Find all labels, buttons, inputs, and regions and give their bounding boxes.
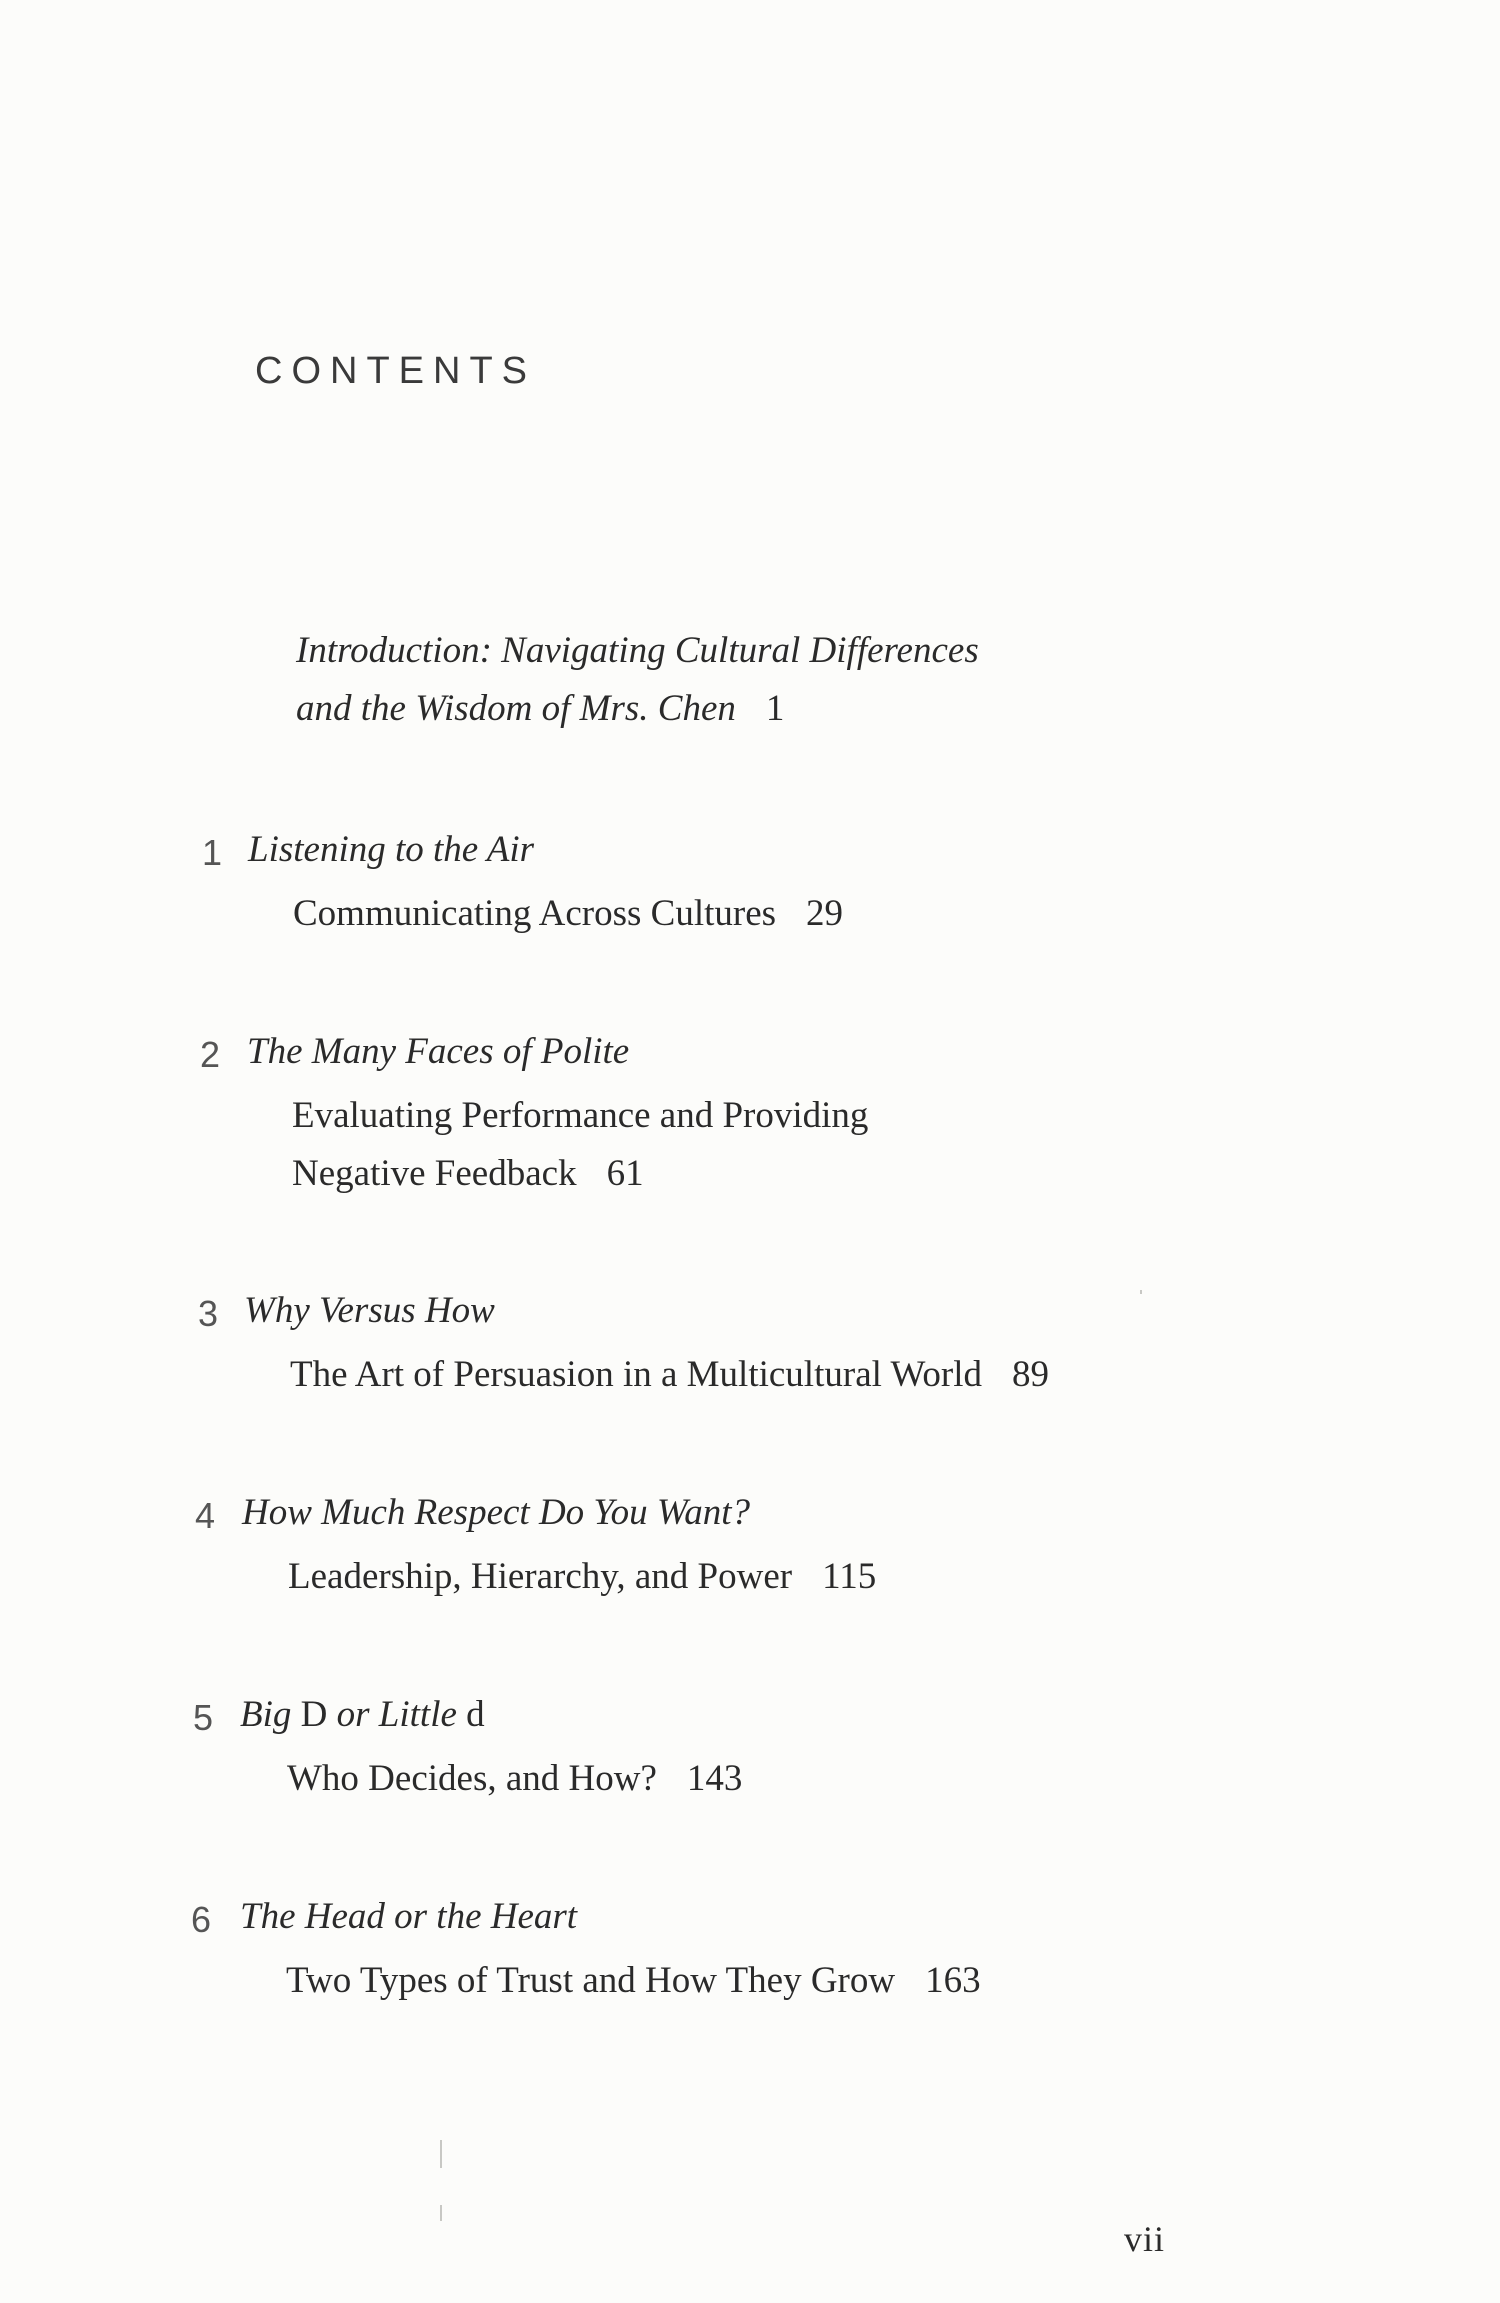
chapter-title: Why Versus How [244, 1290, 495, 1331]
chapter-title [240, 1693, 485, 1736]
chapter-title-part: d [466, 1694, 485, 1735]
chapter-page-number: 163 [925, 1960, 981, 2001]
chapter-subtitle-line: The Art of Persuasion in a Multicultural World [290, 1354, 983, 1395]
chapter-title: The Many Faces of Polite [247, 1031, 630, 1072]
chapter-subtitle [286, 1952, 981, 2010]
scan-mark [440, 2140, 442, 2168]
scan-mark [1140, 1290, 1142, 1294]
chapter-number: 4 [195, 1495, 216, 1536]
chapter-subtitle [293, 885, 843, 943]
chapter-title-part: Big [240, 1694, 301, 1735]
chapter-number: 3 [198, 1293, 219, 1334]
chapter-page-number: 115 [822, 1556, 877, 1597]
chapter-subtitle-line: Evaluating Performance and Providing [292, 1095, 869, 1136]
chapter-number: 5 [193, 1697, 214, 1738]
chapter-title: How Much Respect Do You Want? [242, 1492, 751, 1533]
toc-introduction [296, 622, 979, 738]
chapter-title-part: D [300, 1694, 328, 1735]
chapter-subtitle [288, 1548, 876, 1606]
chapter-number: 2 [200, 1034, 221, 1075]
chapter-title-part: or Little [327, 1694, 467, 1735]
scan-mark [440, 2205, 442, 2221]
chapter-subtitle [287, 1750, 742, 1808]
contents-heading: CONTENTS [255, 350, 536, 392]
chapter-subtitle-line: Negative Feedback [292, 1153, 577, 1194]
chapter-subtitle [292, 1087, 868, 1203]
introduction-title-line-1: Introduction: Navigating Cultural Differences [296, 630, 979, 671]
chapter-title: The Head or the Heart [240, 1896, 578, 1937]
chapter-page-number: 29 [806, 893, 844, 934]
chapter-subtitle-line: Two Types of Trust and How They Grow [286, 1960, 896, 2001]
chapter-subtitle-line: Who Decides, and How? [287, 1758, 657, 1799]
chapter-subtitle [290, 1346, 1049, 1404]
introduction-title-line-2-wrap [296, 680, 979, 738]
page-folio: vii [1124, 2219, 1166, 2259]
introduction-title-line-2: and the Wisdom of Mrs. Chen [296, 688, 736, 729]
chapter-subtitle-line: Leadership, Hierarchy, and Power [288, 1556, 793, 1597]
chapter-number: 6 [191, 1899, 212, 1940]
chapter-page-number: 143 [686, 1758, 743, 1799]
chapter-page-number: 89 [1012, 1354, 1050, 1395]
chapter-title: Listening to the Air [248, 829, 535, 870]
introduction-page-number: 1 [765, 688, 785, 729]
chapter-number: 1 [202, 832, 223, 873]
chapter-page-number: 61 [606, 1153, 644, 1194]
chapter-subtitle-line: Communicating Across Cultures [293, 893, 777, 934]
